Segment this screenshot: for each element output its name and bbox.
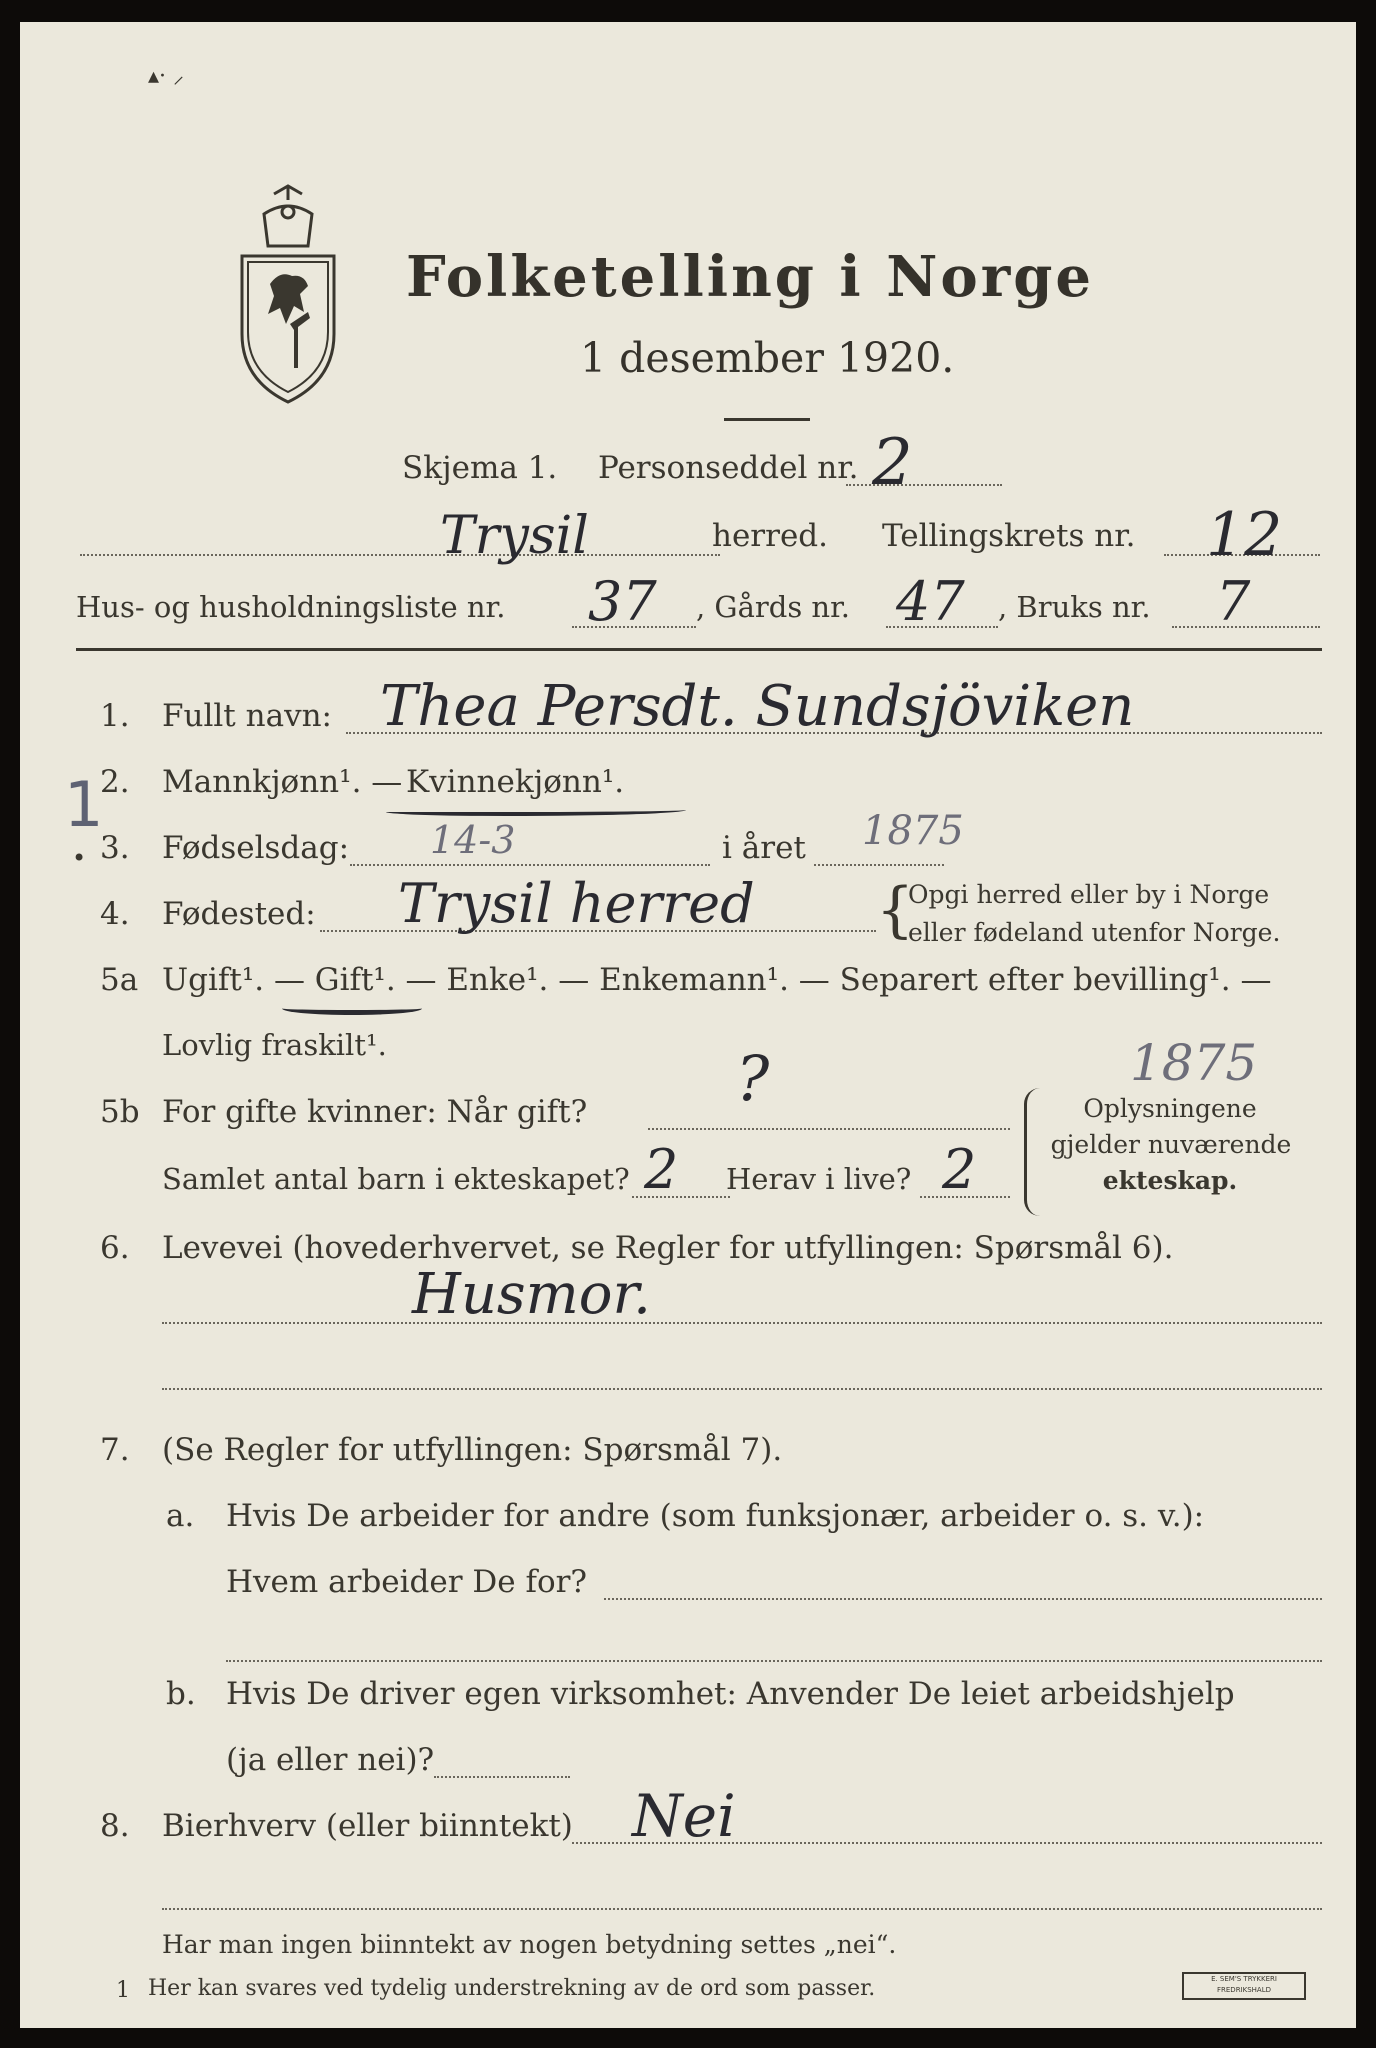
q5b-alive-value: 2 <box>942 1138 977 1201</box>
q2-underline <box>386 806 686 816</box>
title-divider <box>724 418 810 421</box>
personseddel-line <box>846 484 1002 486</box>
q7a-text: Hvis De arbeider for andre (som funksjonær, arbeider o. s. v.): <box>226 1498 1205 1534</box>
q4-label: Fødested: <box>162 896 316 932</box>
bruks-label: , Bruks nr. <box>998 590 1151 624</box>
census-form <box>20 22 1356 2028</box>
personseddel-value: 2 <box>872 426 913 500</box>
q7-number: 7. <box>100 1432 130 1468</box>
q6-label: Levevei (hovederhvervet, se Regler for utfyllingen: Spørsmål 6). <box>162 1230 1174 1266</box>
gards-value: 47 <box>896 570 965 633</box>
q5b-note-line3: ekteskap. <box>1102 1166 1238 1195</box>
q1-value: Thea Persdt. Sundsjöviken <box>380 674 1135 739</box>
form-title: Folketelling i Norge <box>406 244 1095 310</box>
q1-label: Fullt navn: <box>162 698 332 734</box>
q5b-note-line1: Oplysningene <box>1083 1094 1257 1123</box>
q5a-line1: Ugift¹. — Gift¹. — Enke¹. — Enkemann¹. — Separert efter bevilling¹. — <box>162 962 1272 998</box>
margin-mark: 1 <box>64 768 104 841</box>
q8-number: 8. <box>100 1808 130 1844</box>
herred-label: herred. <box>712 518 828 554</box>
q7b-line <box>434 1776 570 1778</box>
herred-line <box>80 554 720 556</box>
q5b-married-label: For gifte kvinner: Når gift? <box>162 1094 588 1130</box>
q4-number: 4. <box>100 896 130 932</box>
q7b-letter: b. <box>166 1676 196 1712</box>
q5b-children-value: 2 <box>644 1138 679 1201</box>
q5b-alive-label: Herav i live? <box>726 1162 912 1196</box>
header-rule <box>76 648 1322 651</box>
q2-number: 2. <box>100 764 130 800</box>
q6-line2 <box>162 1388 1322 1390</box>
q1-number: 1. <box>100 698 130 734</box>
q4-note-line2: eller fødeland utenfor Norge. <box>908 918 1281 947</box>
tellingskrets-label: Tellingskrets nr. <box>882 518 1136 554</box>
q6-line1 <box>162 1322 1322 1324</box>
q6-value: Husmor. <box>412 1262 651 1327</box>
q5b-married-line <box>648 1128 1010 1130</box>
q5a-number: 5a <box>100 962 139 998</box>
coat-of-arms-icon <box>234 184 342 410</box>
q2-female: Kvinnekjønn¹. <box>406 764 625 800</box>
q7a-letter: a. <box>166 1498 195 1534</box>
q5b-number: 5b <box>100 1094 140 1130</box>
herred-value: Trysil <box>440 506 589 566</box>
q7a-line2 <box>226 1660 1322 1662</box>
q5b-children-label: Samlet antal barn i ekteskapet? <box>162 1162 630 1196</box>
q6-number: 6. <box>100 1230 130 1266</box>
q8-line2 <box>162 1908 1322 1910</box>
q3-year-value: 1875 <box>862 808 964 854</box>
printer-stamp: E. SEM'S TRYKKERI FREDRIKSHALD <box>1182 1972 1306 2000</box>
tellingskrets-value: 12 <box>1206 500 1283 570</box>
skjema-label: Skjema 1. <box>402 450 558 486</box>
q5b-married-value: ? <box>736 1042 770 1115</box>
q3-line <box>350 864 710 866</box>
q7b-text: Hvis De driver egen virksomhet: Anvender De leiet arbeidshjelp <box>226 1676 1235 1712</box>
q5b-note-line2: gjelder nuværende <box>1050 1130 1292 1159</box>
husliste-value: 37 <box>588 570 657 633</box>
gards-label: , Gårds nr. <box>696 590 850 624</box>
q3-value: 14-3 <box>430 818 516 862</box>
q5b-bracket <box>1024 1088 1043 1216</box>
q4-brace: { <box>876 875 915 945</box>
q5b-margin-year: 1875 <box>1130 1034 1258 1092</box>
footer-note: Har man ingen biinntekt av nogen betydning settes „nei“. <box>162 1930 897 1959</box>
footnote-number: 1 <box>116 1978 130 2003</box>
q7-label: (Se Regler for utfyllingen: Spørsmål 7). <box>162 1432 783 1468</box>
q5a-gift-underline <box>282 1002 422 1015</box>
q7b-sub: (ja eller nei)? <box>226 1742 435 1778</box>
margin-dot: • <box>72 844 87 872</box>
q8-label: Bierhverv (eller biinntekt) <box>162 1808 573 1844</box>
census-date: 1 desember 1920. <box>580 334 955 382</box>
personseddel-label: Personseddel nr. <box>598 450 859 486</box>
q7a-line1 <box>604 1598 1322 1600</box>
ink-specks: ▴· ⸝ <box>148 64 185 89</box>
bruks-value: 7 <box>1216 570 1251 633</box>
q5a-line2: Lovlig fraskilt¹. <box>162 1028 387 1062</box>
q4-note-line1: Opgi herred eller by i Norge <box>908 880 1270 909</box>
q8-value: Nei <box>632 1782 736 1850</box>
q3-label: Fødselsdag: <box>162 830 350 866</box>
q3-number: 3. <box>100 830 130 866</box>
footnote-text: Her kan svares ved tydelig understrekning av de ord som passer. <box>148 1976 876 2001</box>
q4-value: Trysil herred <box>398 872 755 935</box>
husliste-label: Hus- og husholdningsliste nr. <box>76 590 506 624</box>
q3-year-label: i året <box>722 830 806 866</box>
q2-male: Mannkjønn¹. — <box>162 764 403 800</box>
q7a-sub: Hvem arbeider De for? <box>226 1564 588 1600</box>
q3-year-line <box>814 864 944 866</box>
